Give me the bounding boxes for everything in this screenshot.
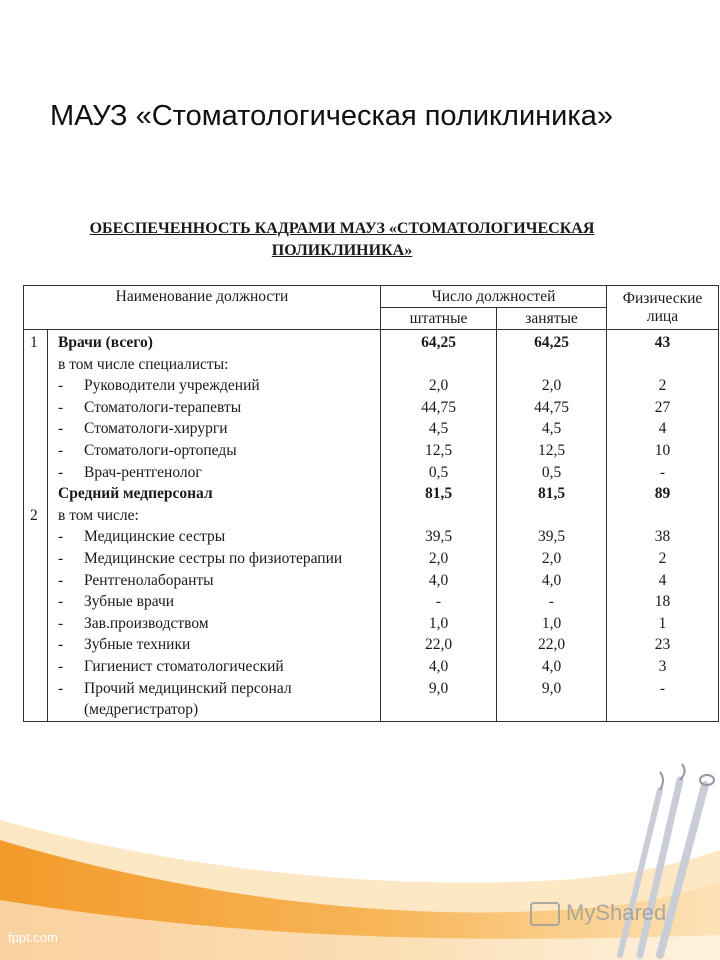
row-name: (медрегистратор) xyxy=(84,701,199,719)
persons-value: 2 xyxy=(658,377,667,395)
persons-value: 38 xyxy=(654,528,671,546)
row-name: Гигиенист стоматологический xyxy=(84,657,284,675)
staff-value xyxy=(381,354,496,376)
persons-value: 4 xyxy=(658,420,667,438)
row-name: Зубные врачи xyxy=(84,593,175,611)
watermark-text: MyShared xyxy=(566,900,667,925)
group-number-column xyxy=(24,330,48,722)
occupied-value: 81,5 xyxy=(537,485,566,503)
heading-line-1: ОБЕСПЕЧЕННОСТЬ КАДРАМИ МАУЗ «СТОМАТОЛОГИЧЕСКАЯ xyxy=(89,220,595,237)
row-name: Врачи (всего) xyxy=(58,334,153,351)
staff-value: - xyxy=(435,593,442,611)
occupied-value: 39,5 xyxy=(537,528,566,546)
persons-value: 2 xyxy=(658,549,667,567)
staff-value xyxy=(381,699,496,721)
heading-line-2: ПОЛИКЛИНИКА» xyxy=(271,242,413,259)
row-name: Медицинские сестры xyxy=(84,528,226,546)
occupied-value: 2,0 xyxy=(541,549,562,567)
row-name: Средний медперсонал xyxy=(58,485,213,503)
staff-value: 4,5 xyxy=(428,420,449,438)
occupied-value xyxy=(497,354,606,376)
occupied-value xyxy=(497,505,606,527)
persons-value: 1 xyxy=(658,614,667,632)
row-name: Стоматологи-терапевты xyxy=(84,398,242,416)
staff-value: 39,5 xyxy=(424,528,453,546)
header-persons: Физические лица xyxy=(607,286,719,330)
staff-value: 2,0 xyxy=(428,549,449,567)
persons-value xyxy=(607,354,718,376)
persons-value: 10 xyxy=(654,441,671,459)
occupied-value: 2,0 xyxy=(541,377,562,395)
staff-value: 44,75 xyxy=(421,398,456,416)
staffing-table xyxy=(23,285,719,722)
persons-column xyxy=(607,330,719,722)
row-name: Медицинские сестры по физиотерапии xyxy=(84,549,343,567)
staff-value: 1,0 xyxy=(428,614,449,632)
staff-value: 0,5 xyxy=(428,463,449,481)
presentation-icon xyxy=(530,902,560,926)
occupied-value: 4,0 xyxy=(541,657,562,675)
occupied-value: 9,0 xyxy=(541,679,562,697)
persons-value: 43 xyxy=(654,334,671,351)
staff-value: 64,25 xyxy=(421,334,456,351)
occupied-value: 1,0 xyxy=(541,614,562,632)
row-name: Зав.производством xyxy=(84,614,209,632)
group-number: 2 xyxy=(30,506,38,524)
persons-value xyxy=(607,505,718,527)
occupied-value: 4,5 xyxy=(541,420,562,438)
row-name: Прочий медицинский персонал xyxy=(84,679,292,697)
occupied-value: - xyxy=(548,593,555,611)
row-name: Рентгенолаборанты xyxy=(84,571,214,589)
row-name: Стоматологи-ортопеды xyxy=(84,441,237,459)
row-name: в том числе: xyxy=(58,506,139,524)
persons-value: - xyxy=(659,679,666,697)
staff-value: 4,0 xyxy=(428,657,449,675)
footer-site: fppt.com xyxy=(8,930,58,945)
staff-value: 4,0 xyxy=(428,571,449,589)
row-name: в том числе специалисты: xyxy=(58,355,229,373)
staff-column xyxy=(381,330,497,722)
persons-value: - xyxy=(659,463,666,481)
staff-value: 2,0 xyxy=(428,377,449,395)
dental-tools-image xyxy=(580,760,720,960)
staff-value: 22,0 xyxy=(424,636,453,654)
persons-value: 18 xyxy=(654,593,671,611)
slide-title: МАУЗ «Стоматологическая поликлиника» xyxy=(50,100,613,132)
occupied-value: 22,0 xyxy=(537,636,566,654)
persons-value: 23 xyxy=(654,636,671,654)
persons-value: 27 xyxy=(654,398,671,416)
staff-value: 81,5 xyxy=(424,485,453,503)
row-name: Зубные техники xyxy=(84,636,191,654)
position-name-column: Врачи (всего) в том числе специалисты: - Руководители учреждений - Стоматологи-терапевты - Стоматологи-хирурги - Стоматологи-ортопеды - Врач-рентгенолог Средний медперсонал в том числе: - Медицинские сестры - Медицинские сестры по физиотерапии - Рентгенолаборанты - Зубные врачи - Зав.производством - Зубные техники - Гигиенист стоматологический - Прочий медицинский персонал (медрегистратор) xyxy=(48,330,381,722)
persons-value: 4 xyxy=(658,571,667,589)
persons-value: 89 xyxy=(654,485,671,503)
header-occupied: занятые xyxy=(497,308,607,330)
group-number: 1 xyxy=(30,334,38,351)
occupied-value: 0,5 xyxy=(541,463,562,481)
header-positions-count: Число должностей xyxy=(381,286,607,308)
row-name: Руководители учреждений xyxy=(84,377,260,395)
document-heading xyxy=(62,218,622,262)
watermark xyxy=(530,900,666,926)
staff-value: 9,0 xyxy=(428,679,449,697)
header-staff: штатные xyxy=(381,308,497,330)
persons-value xyxy=(607,699,718,721)
occupied-value xyxy=(497,699,606,721)
persons-value: 3 xyxy=(658,657,667,675)
staff-value xyxy=(381,505,496,527)
occupied-value: 4,0 xyxy=(541,571,562,589)
row-name: Врач-рентгенолог xyxy=(84,463,202,481)
occupied-value: 12,5 xyxy=(537,441,566,459)
header-position: Наименование должности xyxy=(24,286,381,330)
occupied-value: 44,75 xyxy=(534,398,569,416)
occupied-value: 64,25 xyxy=(534,334,569,351)
staff-value: 12,5 xyxy=(424,441,453,459)
occupied-column xyxy=(497,330,607,722)
row-name: Стоматологи-хирурги xyxy=(84,420,228,438)
